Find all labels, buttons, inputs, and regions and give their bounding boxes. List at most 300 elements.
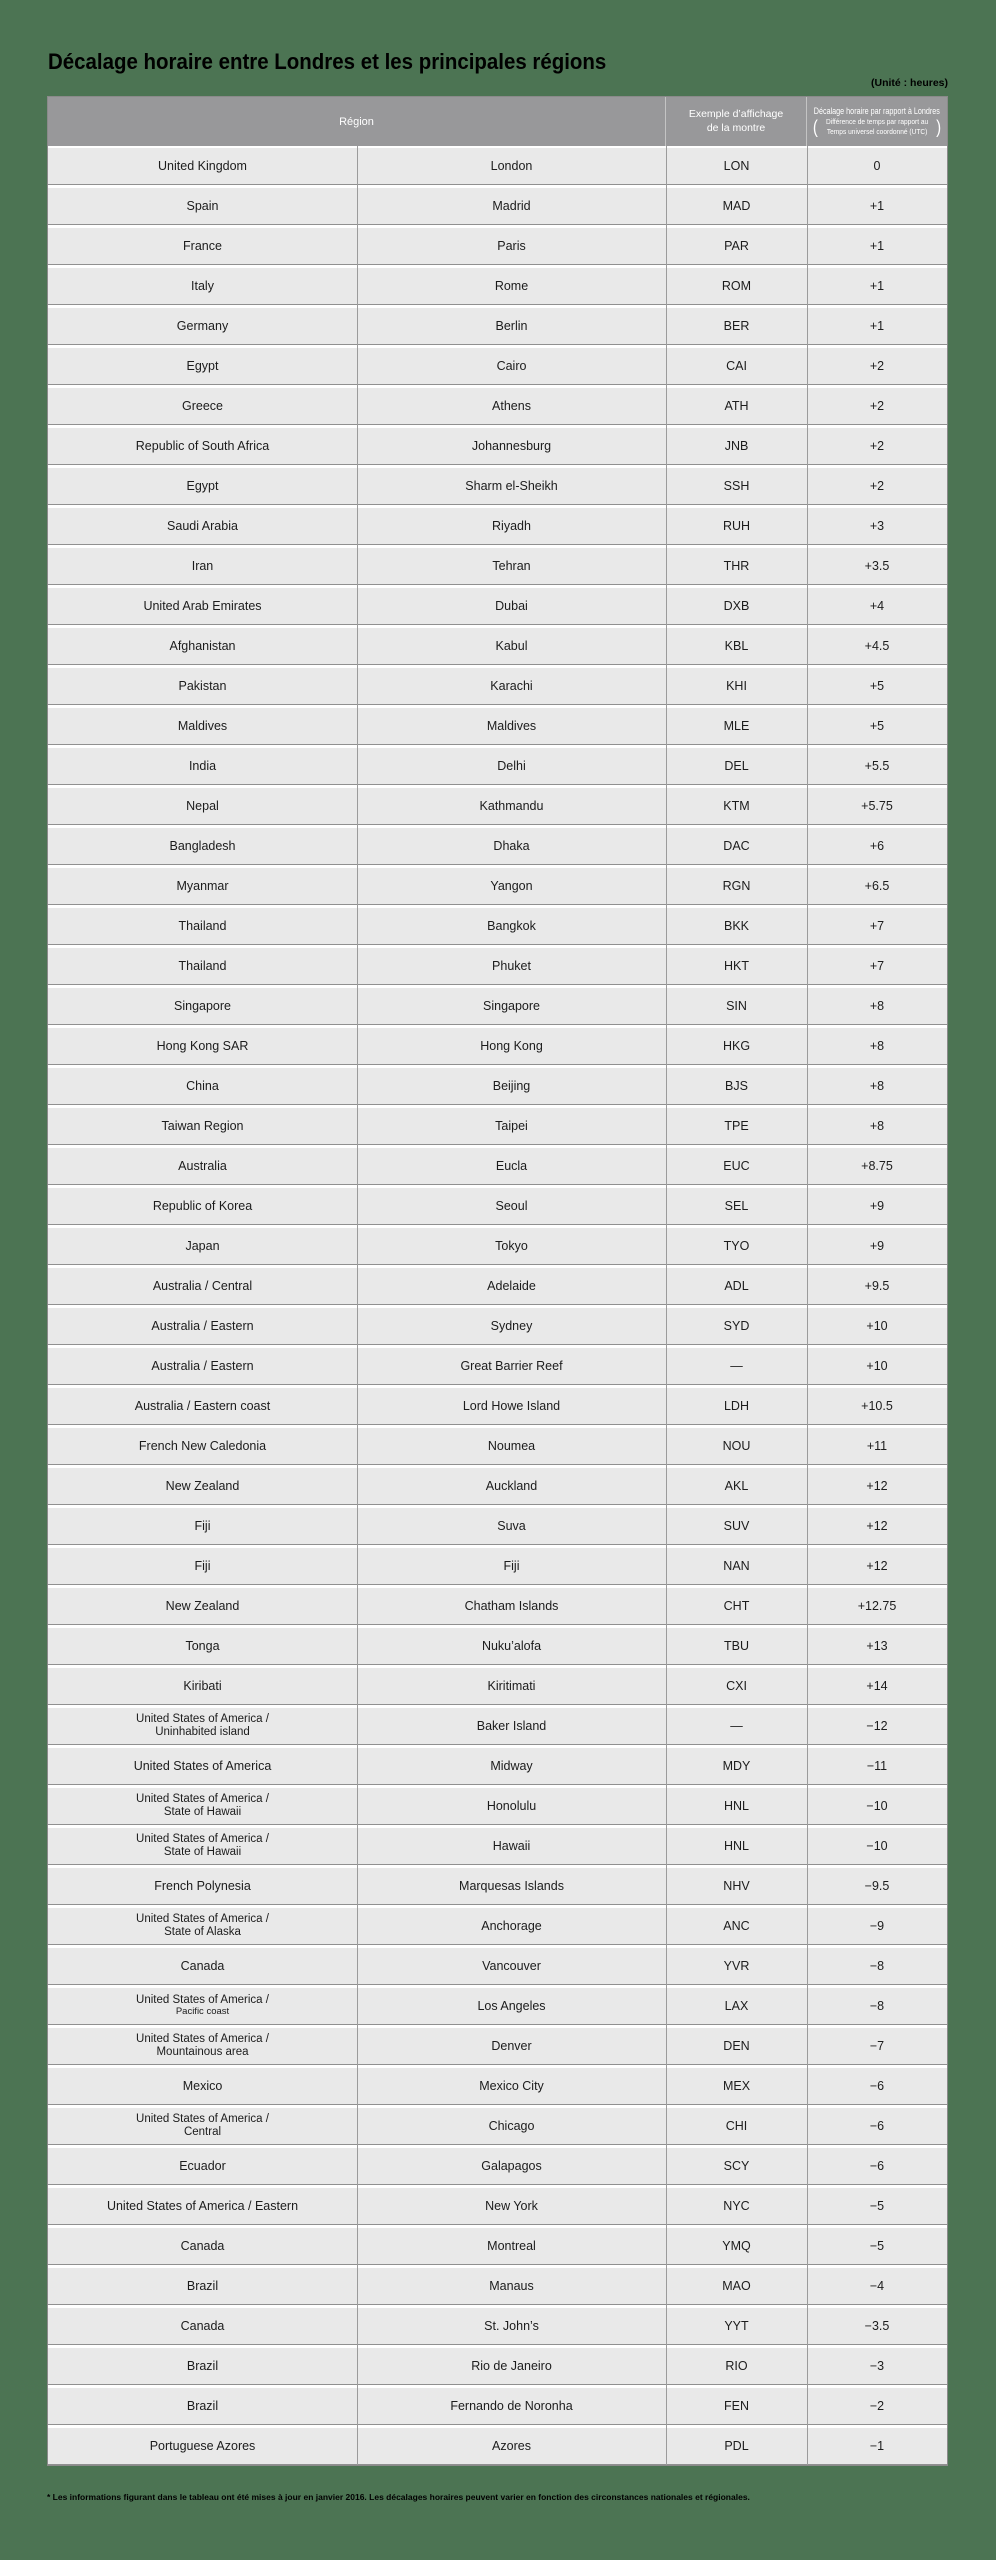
table-row [48, 1948, 947, 1985]
offset-cell: −6 [869, 2079, 885, 2093]
city-cell: Montreal [487, 2239, 536, 2253]
paren-close: ) [936, 116, 942, 138]
code-cell: BKK [723, 919, 749, 933]
offset-cell: +7 [869, 919, 885, 933]
offset-cell: +8.75 [861, 1159, 893, 1173]
table-row [48, 2108, 947, 2145]
table-row [48, 348, 947, 385]
region-line1: Australia / Eastern [151, 1319, 254, 1333]
region-cell [48, 2268, 357, 2304]
code-cell: SIN [726, 999, 747, 1013]
region-line1: Myanmar [176, 879, 229, 893]
city-cell: Athens [492, 399, 531, 413]
city-cell: Mexico City [479, 2079, 544, 2093]
region-cell [48, 2028, 357, 2064]
region-line1: United States of America / [136, 1833, 269, 1846]
table-row [48, 668, 947, 705]
offset-cell: +13 [866, 1639, 888, 1653]
code-cell: JNB [724, 439, 749, 453]
city-cell: New York [485, 2199, 538, 2213]
region-cell [48, 1748, 357, 1784]
offset-cell: +5.5 [864, 759, 890, 773]
region-cell [48, 2148, 357, 2184]
offset-cell: −7 [869, 2039, 885, 2053]
table-row [48, 788, 947, 825]
region-cell [48, 188, 357, 224]
offset-cell: −8 [869, 1999, 885, 2013]
region-cell [48, 588, 357, 624]
code-cell: PAR [724, 239, 749, 253]
region-line1: United States of America / [136, 1713, 269, 1726]
region-cell [48, 908, 357, 944]
table-row [48, 948, 947, 985]
region-cell [48, 428, 357, 464]
offset-cell: +2 [869, 479, 885, 493]
offset-cell: +8 [869, 999, 885, 1013]
region-cell [48, 2388, 357, 2424]
code-cell: DXB [723, 599, 750, 613]
code-cell: SEL [724, 1199, 749, 1213]
region-cell [48, 2108, 357, 2144]
table-row [48, 2268, 947, 2305]
code-cell: NYC [723, 2199, 750, 2213]
region-line2: Mountainous area [156, 2046, 249, 2058]
region-line1: Egypt [186, 359, 219, 373]
code-cell: NAN [723, 1559, 750, 1573]
city-cell: Midway [490, 1759, 533, 1773]
region-cell [48, 868, 357, 904]
table-row [48, 1308, 947, 1345]
region-cell [48, 2068, 357, 2104]
region-cell [48, 1308, 357, 1344]
region-line1: Germany [176, 319, 229, 333]
offset-cell: +12.75 [857, 1599, 897, 1613]
region-cell [48, 308, 357, 344]
offset-cell: +9 [869, 1199, 885, 1213]
region-line1: Ecuador [179, 2159, 226, 2173]
region-line1: United Kingdom [158, 159, 247, 173]
code-cell: NOU [722, 1439, 751, 1453]
city-cell: Karachi [490, 679, 533, 693]
code-cell: LDH [723, 1399, 749, 1413]
city-cell: Anchorage [481, 1919, 542, 1933]
table-row [48, 428, 947, 465]
header-watch-line2: de la montre [706, 121, 766, 134]
code-cell: DEL [724, 759, 749, 773]
region-cell [48, 228, 357, 264]
header-offset-paren-line2: Temps universel coordonné (UTC) [826, 127, 928, 136]
page-title: Décalage horaire entre Londres et les principales régions [48, 49, 607, 74]
region-line1: France [183, 239, 222, 253]
city-cell: Chicago [488, 2119, 535, 2133]
region-cell [48, 1548, 357, 1584]
header-watch-label [666, 97, 807, 146]
code-cell: RIO [725, 2359, 748, 2373]
region-cell [48, 548, 357, 584]
offset-cell: +8 [869, 1039, 885, 1053]
region-line1: Canada [180, 2239, 225, 2253]
code-cell: DEN [723, 2039, 750, 2053]
code-cell: TYO [723, 1239, 750, 1253]
code-cell: CHI [725, 2119, 748, 2133]
offset-cell: 0 [873, 159, 881, 173]
region-line1: Canada [180, 1959, 225, 1973]
code-cell: ROM [721, 279, 752, 293]
region-line1: Portuguese Azores [149, 2439, 256, 2453]
region-line1: French Polynesia [154, 1879, 251, 1893]
table-row [48, 1228, 947, 1265]
region-cell [48, 1828, 357, 1864]
offset-cell: +5.75 [861, 799, 893, 813]
city-cell: Bangkok [487, 919, 536, 933]
city-cell: Cairo [496, 359, 527, 373]
city-cell: Chatham Islands [464, 1599, 559, 1613]
city-cell: Lord Howe Island [462, 1399, 561, 1413]
offset-cell: +1 [869, 239, 885, 253]
table-row [48, 1388, 947, 1425]
table-row [48, 1668, 947, 1705]
code-cell: AKL [724, 1479, 749, 1493]
region-cell [48, 1428, 357, 1464]
table-row [48, 708, 947, 745]
region-line1: United States of America / Eastern [106, 2199, 299, 2213]
offset-cell: +1 [869, 199, 885, 213]
code-cell: ATH [724, 399, 749, 413]
city-cell: Dubai [495, 599, 528, 613]
city-cell: Auckland [485, 1479, 538, 1493]
region-line1: French New Caledonia [138, 1439, 267, 1453]
code-cell: CXI [726, 1679, 747, 1693]
city-cell: Honolulu [486, 1799, 537, 1813]
table-row [48, 388, 947, 425]
region-cell [48, 1788, 357, 1824]
code-cell: ANC [723, 1919, 750, 1933]
region-line1: Nepal [186, 799, 219, 813]
code-cell: HNL [723, 1799, 749, 1813]
code-cell: KHI [726, 679, 747, 693]
region-line2: Uninhabited island [155, 1726, 250, 1738]
table-row [48, 1748, 947, 1785]
table-row [48, 748, 947, 785]
header-watch-line1: Exemple d’affichage [688, 107, 784, 120]
region-line1: Thailand [178, 919, 227, 933]
city-cell: Beijing [492, 1079, 531, 1093]
code-cell: LON [723, 159, 750, 173]
region-cell [48, 2188, 357, 2224]
region-cell [48, 988, 357, 1024]
offset-cell: −11 [866, 1759, 888, 1773]
region-cell [48, 388, 357, 424]
table-row [48, 1508, 947, 1545]
table-row [48, 1348, 947, 1385]
table-row [48, 988, 947, 1025]
code-cell: — [730, 1719, 743, 1733]
region-line1: Italy [191, 279, 214, 293]
code-cell: MEX [722, 2079, 751, 2093]
city-cell: Hawaii [492, 1839, 531, 1853]
region-cell [48, 1148, 357, 1184]
code-cell: KBL [724, 639, 749, 653]
table-row [48, 1628, 947, 1665]
city-cell: Vancouver [482, 1959, 541, 1973]
region-cell [48, 1508, 357, 1544]
region-cell [48, 1108, 357, 1144]
city-cell: Eucla [495, 1159, 528, 1173]
offset-cell: +11 [866, 1439, 888, 1453]
region-cell [48, 668, 357, 704]
code-cell: SYD [723, 1319, 750, 1333]
city-cell: Berlin [495, 319, 528, 333]
table-row [48, 1548, 947, 1585]
timezone-table [47, 96, 948, 2466]
region-cell [48, 2428, 357, 2464]
region-cell [48, 948, 357, 984]
offset-cell: +4 [869, 599, 885, 613]
code-cell: LAX [724, 1999, 749, 2013]
city-cell: Kabul [495, 639, 528, 653]
offset-cell: −5 [869, 2199, 885, 2213]
city-cell: Azores [492, 2439, 531, 2453]
offset-cell: +2 [869, 359, 885, 373]
region-line1: Singapore [174, 999, 231, 1013]
region-line1: Bangladesh [169, 839, 236, 853]
offset-cell: −10 [866, 1839, 888, 1853]
table-row [48, 508, 947, 545]
code-cell: HKT [724, 959, 749, 973]
region-cell [48, 1228, 357, 1264]
city-cell: Marquesas Islands [459, 1879, 564, 1893]
city-cell: Paris [497, 239, 526, 253]
table-row [48, 868, 947, 905]
table-row [48, 1468, 947, 1505]
code-cell: ADL [724, 1279, 749, 1293]
region-line2: State of Hawaii [163, 1846, 242, 1858]
paren-open: ( [812, 116, 818, 138]
city-cell: Suva [497, 1519, 526, 1533]
code-cell: RGN [722, 879, 751, 893]
city-cell: Hong Kong [480, 1039, 543, 1053]
region-line2: State of Alaska [164, 1926, 241, 1938]
offset-cell: +8 [869, 1079, 885, 1093]
region-line1: New Zealand [165, 1599, 240, 1613]
table-row [48, 1788, 947, 1825]
offset-cell: +2 [869, 439, 885, 453]
region-line1: Tonga [185, 1639, 220, 1653]
offset-cell: +3.5 [864, 559, 890, 573]
region-line1: Greece [182, 399, 223, 413]
column-divider [357, 146, 358, 2465]
code-cell: MDY [722, 1759, 751, 1773]
offset-cell: −9.5 [864, 1879, 890, 1893]
region-cell [48, 1628, 357, 1664]
code-cell: TPE [724, 1119, 749, 1133]
table-row [48, 1828, 947, 1865]
table-header [47, 96, 948, 146]
table-row [48, 1708, 947, 1745]
offset-cell: −6 [869, 2119, 885, 2133]
table-row [48, 1988, 947, 2025]
region-cell [48, 1348, 357, 1384]
offset-cell: +5 [869, 719, 885, 733]
city-cell: Galapagos [481, 2159, 542, 2173]
city-cell: Madrid [492, 199, 531, 213]
header-offset-paren-lines [826, 117, 928, 137]
region-line1: Fiji [194, 1559, 211, 1573]
table-row [48, 908, 947, 945]
city-cell: Phuket [492, 959, 531, 973]
offset-cell: +12 [866, 1519, 888, 1533]
region-line1: United States of America / [136, 1994, 269, 2007]
city-cell: Seoul [495, 1199, 528, 1213]
offset-cell: −4 [869, 2279, 885, 2293]
region-cell [48, 348, 357, 384]
code-cell: BER [723, 319, 750, 333]
region-line1: Afghanistan [169, 639, 236, 653]
table-row [48, 1188, 947, 1225]
table-row [48, 148, 947, 185]
region-line1: Brazil [186, 2399, 219, 2413]
region-cell [48, 468, 357, 504]
city-cell: Dhaka [493, 839, 530, 853]
region-line2: Pacific coast [175, 2006, 230, 2018]
table-row [48, 588, 947, 625]
region-line1: Taiwan Region [161, 1119, 244, 1133]
table-row [48, 828, 947, 865]
footnote: * Les informations figurant dans le tableau ont été mises à jour en janvier 2016. Les décalages horaires peuvent varier en fonction des circonstances nationales et régionales. [47, 2492, 750, 2502]
region-line1: Maldives [177, 719, 228, 733]
region-cell [48, 508, 357, 544]
header-offset-paren-line1: Différence de temps par rapport au [825, 116, 929, 126]
table-row [48, 1268, 947, 1305]
offset-cell: +8 [869, 1119, 885, 1133]
code-cell: SCY [723, 2159, 750, 2173]
table-row [48, 1428, 947, 1465]
code-cell: SSH [723, 479, 750, 493]
table-row [48, 2228, 947, 2265]
city-cell: Sydney [490, 1319, 533, 1333]
offset-cell: +10 [866, 1359, 888, 1373]
code-cell: CAI [726, 359, 747, 373]
city-cell: Los Angeles [477, 1999, 546, 2013]
table-row [48, 308, 947, 345]
table-row [48, 2428, 947, 2465]
code-cell: YVR [723, 1959, 750, 1973]
offset-cell: +1 [869, 279, 885, 293]
code-cell: TBU [724, 1639, 749, 1653]
region-cell [48, 1708, 357, 1744]
table-row [48, 1108, 947, 1145]
offset-cell: +14 [866, 1679, 888, 1693]
region-line1: Egypt [186, 479, 219, 493]
region-line1: India [188, 759, 217, 773]
city-cell: Sharm el-Sheikh [465, 479, 558, 493]
region-line1: Australia / Eastern coast [134, 1399, 271, 1413]
region-cell [48, 748, 357, 784]
offset-cell: +2 [869, 399, 885, 413]
table-row [48, 548, 947, 585]
region-cell [48, 1468, 357, 1504]
region-line1: United States of America / [136, 1913, 269, 1926]
column-divider [666, 146, 667, 2465]
city-cell: Great Barrier Reef [460, 1359, 563, 1373]
region-cell [48, 1868, 357, 1904]
table-row [48, 1868, 947, 1905]
table-row [48, 2188, 947, 2225]
region-cell [48, 2228, 357, 2264]
table-row [48, 2388, 947, 2425]
region-line1: United Arab Emirates [143, 599, 262, 613]
region-cell [48, 828, 357, 864]
table-row [48, 2068, 947, 2105]
city-cell: Baker Island [476, 1719, 547, 1733]
region-line1: United States of America / [136, 2113, 269, 2126]
code-cell: CHT [723, 1599, 750, 1613]
region-cell [48, 1388, 357, 1424]
code-cell: BJS [725, 1079, 748, 1093]
region-line1: Australia / Central [152, 1279, 253, 1293]
city-cell: Tehran [492, 559, 531, 573]
table-body [47, 146, 948, 2466]
city-cell: Noumea [487, 1439, 536, 1453]
code-cell: YYT [724, 2319, 749, 2333]
region-line2: State of Hawaii [163, 1806, 242, 1818]
city-cell: Delhi [497, 759, 526, 773]
region-line1: United States of America / [136, 2033, 269, 2046]
region-cell [48, 788, 357, 824]
offset-cell: −1 [869, 2439, 885, 2453]
code-cell: HNL [723, 1839, 749, 1853]
header-offset-label [807, 97, 947, 146]
table-row [48, 1148, 947, 1185]
region-line1: Australia [178, 1159, 227, 1173]
region-line1: Mexico [182, 2079, 223, 2093]
code-cell: NHV [723, 1879, 750, 1893]
region-cell [48, 1188, 357, 1224]
table-row [48, 1028, 947, 1065]
offset-cell: −2 [869, 2399, 885, 2413]
region-line1: United States of America [133, 1759, 272, 1773]
region-line1: United States of America / [136, 1793, 269, 1806]
offset-cell: −10 [866, 1799, 888, 1813]
code-cell: MLE [723, 719, 750, 733]
table-row [48, 628, 947, 665]
offset-cell: −8 [869, 1959, 885, 1973]
offset-cell: −3.5 [864, 2319, 890, 2333]
offset-cell: −5 [869, 2239, 885, 2253]
city-cell: Riyadh [492, 519, 531, 533]
offset-cell: −9 [869, 1919, 885, 1933]
code-cell: FEN [724, 2399, 749, 2413]
region-line1: Australia / Eastern [151, 1359, 254, 1373]
code-cell: KTM [723, 799, 750, 813]
offset-cell: +6 [869, 839, 885, 853]
city-cell: Kiritimati [487, 1679, 536, 1693]
offset-cell: +10 [866, 1319, 888, 1333]
region-line1: Japan [185, 1239, 220, 1253]
region-line1: Spain [186, 199, 219, 213]
offset-cell: +4.5 [864, 639, 890, 653]
region-line2: Central [183, 2126, 222, 2138]
region-cell [48, 148, 357, 184]
offset-cell: +3 [869, 519, 885, 533]
city-cell: Fiji [503, 1559, 520, 1573]
city-cell: Taipei [495, 1119, 528, 1133]
region-line1: Saudi Arabia [167, 519, 238, 533]
table-row [48, 188, 947, 225]
city-cell: Singapore [483, 999, 540, 1013]
region-line1: China [186, 1079, 219, 1093]
table-row [48, 468, 947, 505]
